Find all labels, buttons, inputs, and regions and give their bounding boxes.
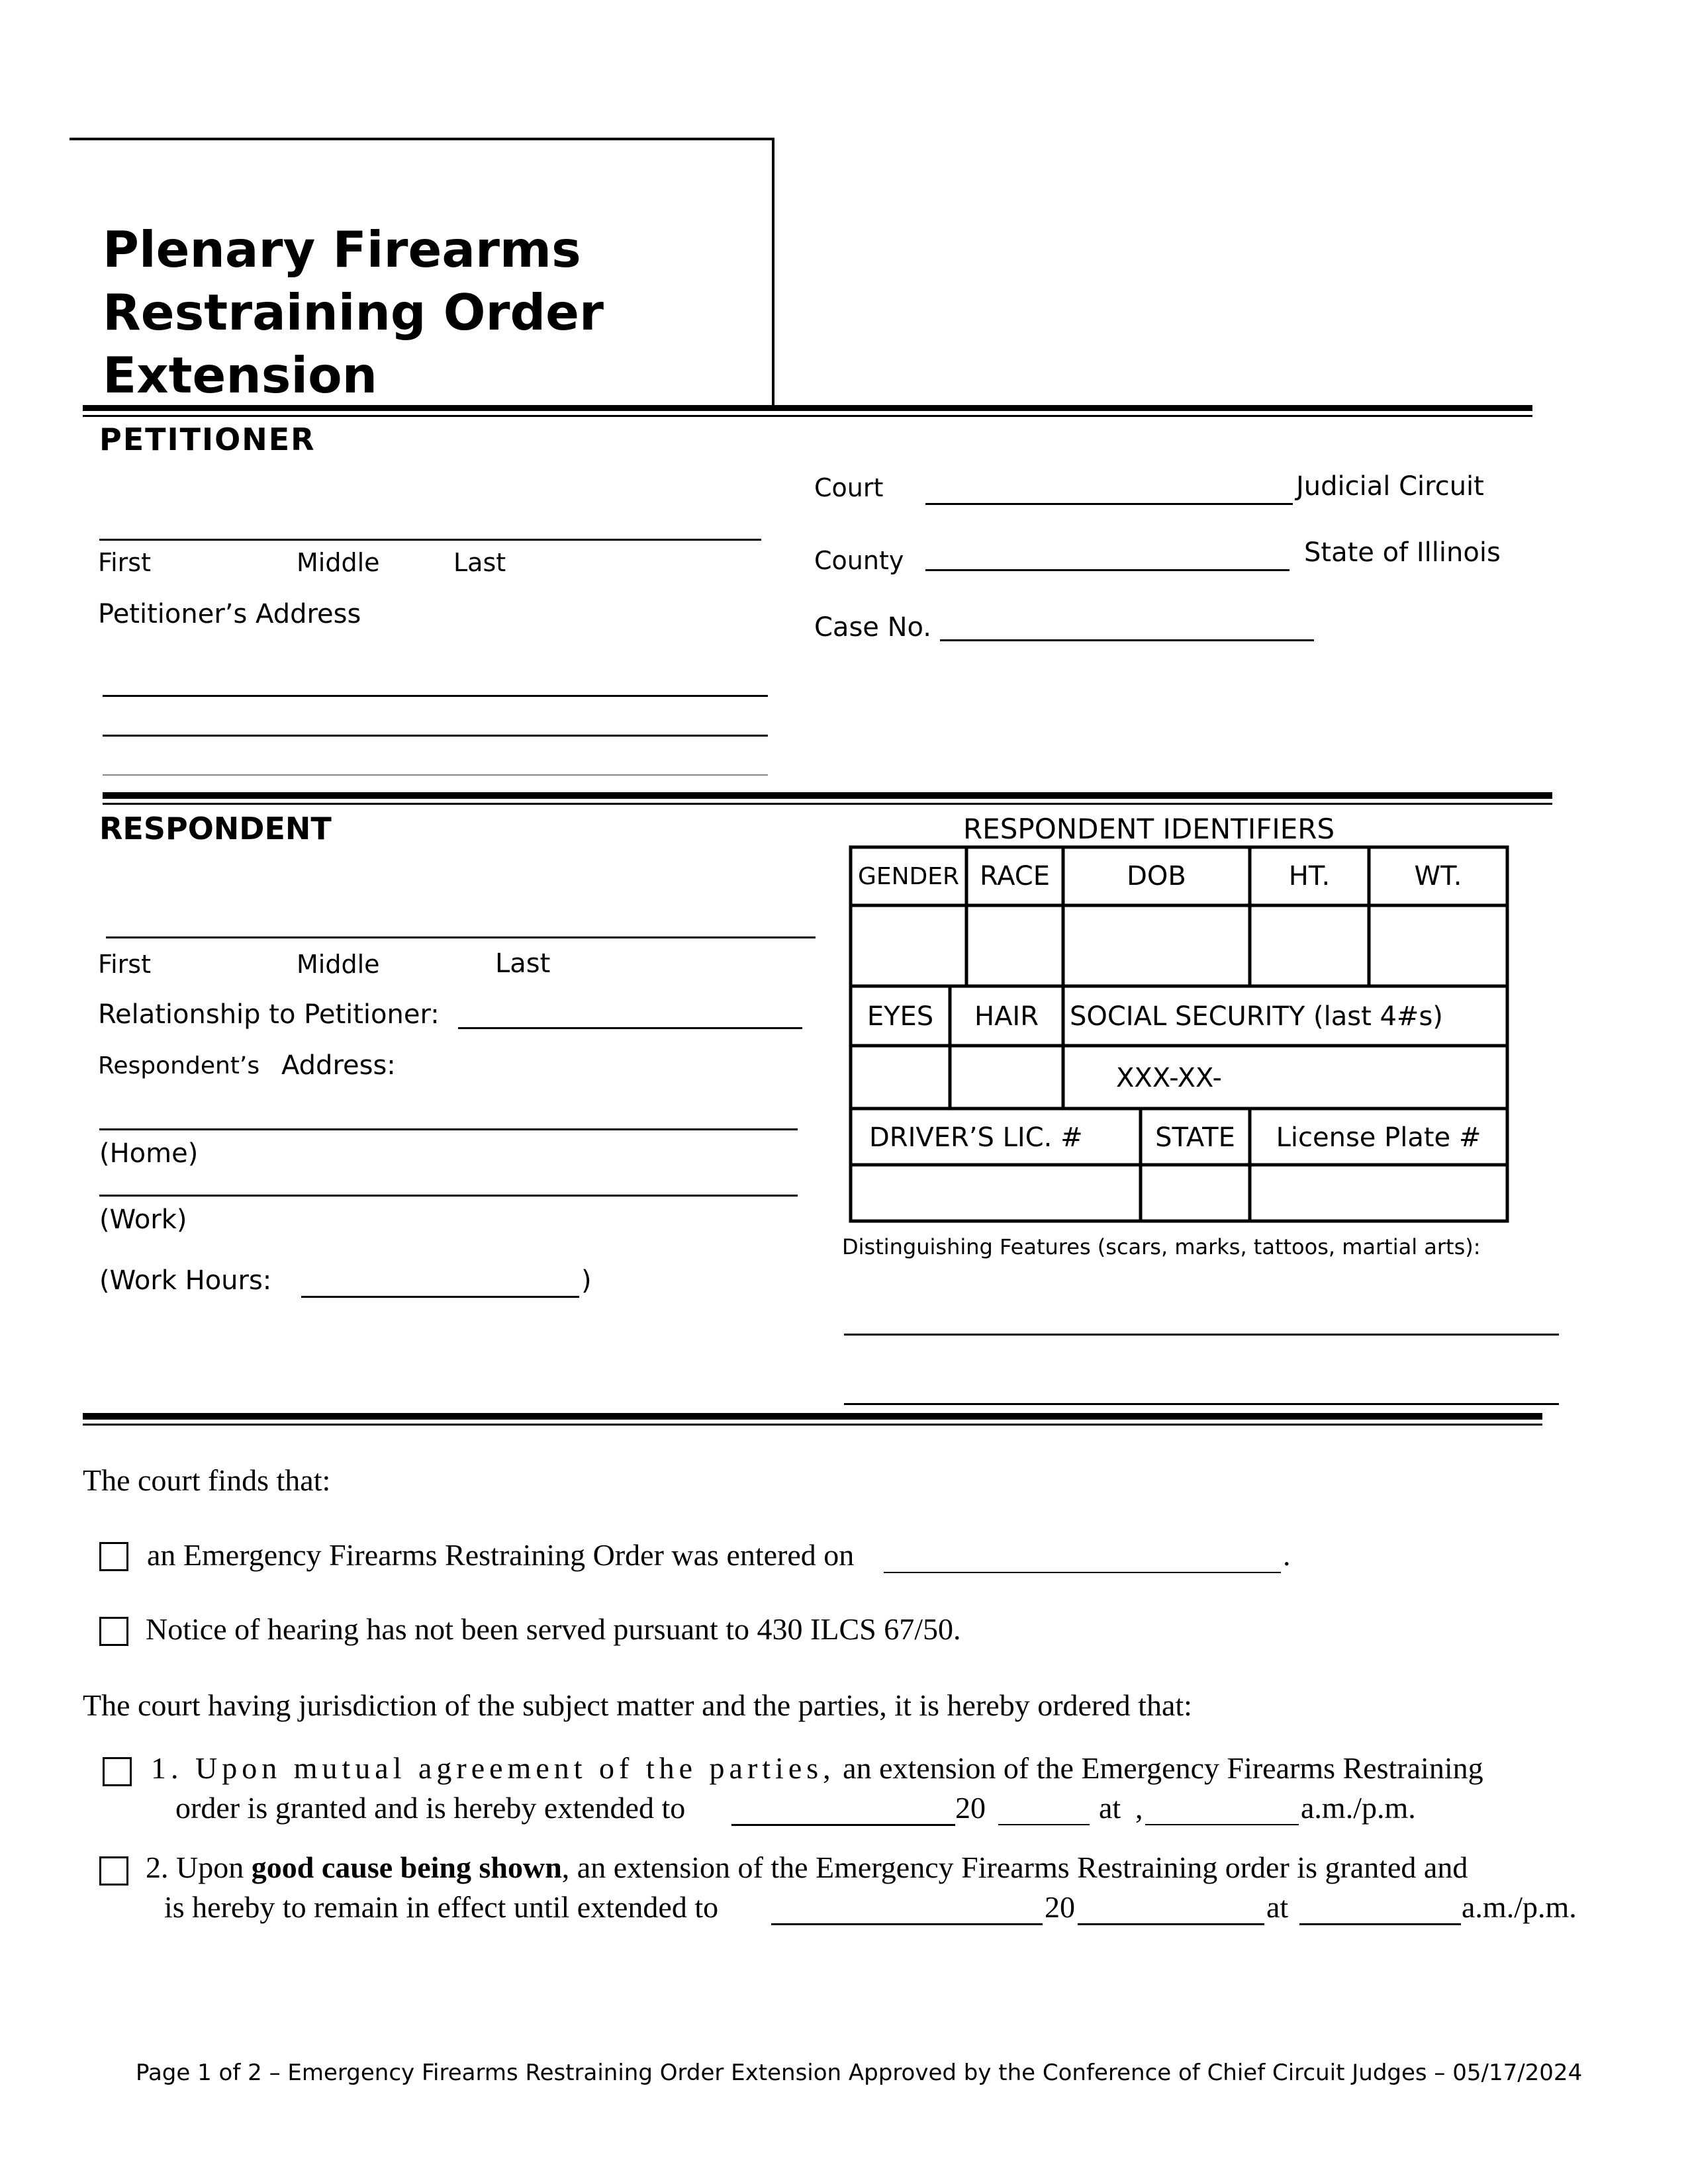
finding-1-checkbox[interactable] [99,1542,128,1571]
divider-bottom [83,1413,1542,1420]
order-2-time-field[interactable] [1299,1893,1461,1925]
order-2-line2-at: at [1266,1890,1289,1924]
order-2-line2-ampm: a.m./p.m. [1462,1890,1577,1924]
divider-bottom-thin [83,1424,1542,1426]
order-1-line2-20: 20 [955,1791,986,1825]
finding-2-checkbox[interactable] [99,1617,128,1646]
order-2-line2-20: 20 [1045,1890,1075,1924]
id-input-wt[interactable] [1371,907,1505,984]
id-header-gender: GENDER [857,862,960,890]
finding-1-date-field[interactable] [884,1542,1281,1573]
orders-intro: The court having jurisdiction of the subject matter and the parties, it is hereby ordered that: [83,1688,1192,1722]
respondent-address-label-a: Respondent’s [98,1052,260,1079]
petitioner-heading: PETITIONER [99,422,316,457]
id-header-eyes: EYES [867,1001,934,1032]
work-hours-label: (Work Hours: [99,1265,272,1296]
case-no-label: Case No. [814,612,932,643]
id-input-state[interactable] [1143,1167,1248,1219]
id-header-hair: HAIR [974,1001,1039,1032]
order-1-line1 [151,1751,1483,1786]
id-input-dob[interactable] [1065,907,1248,984]
relationship-label: Relationship to Petitioner: [98,999,440,1030]
id-input-gender[interactable] [853,907,964,984]
work-hours-close: ) [581,1265,592,1296]
id-input-drivers-lic[interactable] [853,1167,1139,1219]
findings-intro: The court finds that: [83,1463,331,1497]
respondent-middle-label: Middle [297,950,380,979]
order-2-line2-a: is hereby to remain in effect until extended to [164,1890,719,1924]
order-2-year-field[interactable] [1078,1893,1264,1925]
id-header-license-plate: License Plate # [1276,1122,1481,1153]
order-2-checkbox[interactable] [99,1856,128,1886]
id-header-wt: WT. [1414,861,1462,891]
respondent-last-label: Last [495,948,551,979]
petitioner-middle-label: Middle [297,548,380,577]
distinguishing-features-line2[interactable] [844,1377,1559,1405]
respondent-first-label: First [98,950,151,979]
id-input-license-plate[interactable] [1252,1167,1505,1219]
id-header-drivers-lic: DRIVER’S LIC. # [869,1122,1083,1153]
order-2-line1-num: 2. Upon [146,1850,244,1884]
id-input-ht[interactable] [1252,907,1367,984]
order-1-date-field[interactable] [731,1794,955,1826]
order-1-line1-spaced: 1. Upon mutual agreement of the parties, [151,1751,835,1785]
petitioner-first-label: First [98,548,151,577]
order-1-line2-comma: , [1135,1791,1143,1825]
page-title-line3: Extension [103,346,377,404]
petitioner-last-label: Last [453,548,506,577]
respondent-address-label-b: Address: [281,1050,396,1081]
court-label: Court [814,473,884,502]
order-1-line1-rest: an extension of the Emergency Firearms Restraining [843,1751,1483,1785]
home-label: (Home) [99,1138,199,1169]
id-header-dob: DOB [1127,861,1186,891]
id-input-ssn[interactable]: XXX-XX- [1116,1063,1222,1093]
id-input-eyes[interactable] [853,1048,948,1107]
distinguishing-features-label: Distinguishing Features (scars, marks, tattoos, martial arts): [842,1234,1481,1259]
page-footer: Page 1 of 2 – Emergency Firearms Restraining Order Extension Approved by the Conference of Chief Circuit Judges – 05/17/2024 [136,2060,1583,2086]
order-2-line1-rest: , an extension of the Emergency Firearms Restraining order is granted and [561,1850,1468,1884]
order-2-date-field[interactable] [771,1893,1043,1925]
order-2-line1 [146,1850,1468,1885]
id-header-ht: HT. [1288,861,1331,891]
respondent-heading: RESPONDENT [99,811,332,846]
state-label: State of Illinois [1304,537,1501,568]
page-title-line2: Restraining Order [103,283,604,341]
order-1-line2-at: at [1099,1791,1121,1825]
work-label: (Work) [99,1205,187,1235]
order-1-line2-a: order is granted and is hereby extended to [175,1791,686,1825]
id-header-race: RACE [979,861,1051,891]
finding-1-end: . [1283,1538,1291,1572]
order-2-line1-bold: good cause being shown [251,1850,562,1884]
finding-1-text: an Emergency Firearms Restraining Order was entered on [147,1538,855,1572]
id-header-ssn: SOCIAL SECURITY (last 4#s) [1070,1001,1443,1032]
judicial-circuit-label: Judicial Circuit [1296,471,1484,502]
id-input-hair[interactable] [952,1048,1061,1107]
page-title-line1: Plenary Firearms [103,220,581,279]
id-header-state: STATE [1155,1122,1235,1153]
county-label: County [814,546,904,575]
finding-2-text: Notice of hearing has not been served pursuant to 430 ILCS 67/50. [146,1612,961,1646]
identifiers-heading: RESPONDENT IDENTIFIERS [963,813,1335,845]
petitioner-address-label: Petitioner’s Address [98,599,361,629]
distinguishing-features-line1[interactable] [844,1307,1559,1336]
order-1-year-field[interactable] [998,1794,1090,1825]
order-1-checkbox[interactable] [103,1757,132,1786]
order-1-time-field[interactable] [1145,1794,1299,1825]
id-input-race[interactable] [968,907,1061,984]
order-1-line2-ampm: a.m./p.m. [1301,1791,1416,1825]
